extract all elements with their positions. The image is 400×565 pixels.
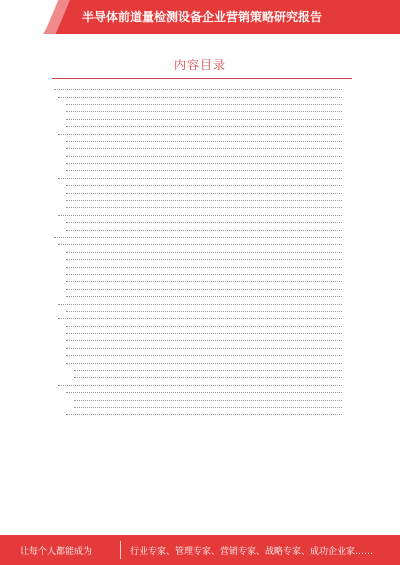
toc-dot-leader <box>66 163 342 164</box>
toc-dot-leader <box>54 237 342 238</box>
report-header <box>0 0 400 34</box>
toc-dot-leader <box>66 289 342 290</box>
toc-heading: 内容目录 <box>173 58 226 72</box>
toc-entry[interactable] <box>52 276 352 283</box>
toc-dot-leader <box>66 156 342 157</box>
toc-dot-leader <box>66 104 342 105</box>
toc-entry[interactable] <box>52 269 352 276</box>
toc-entry[interactable] <box>52 335 352 342</box>
toc-entry[interactable] <box>52 239 352 246</box>
toc-entry[interactable] <box>52 128 352 135</box>
toc-dot-leader <box>66 267 342 268</box>
toc-dot-leader <box>74 400 342 401</box>
page-footer <box>0 535 400 565</box>
toc-dot-leader <box>66 222 342 223</box>
toc-entry[interactable] <box>52 365 352 372</box>
toc-dot-leader <box>66 148 342 149</box>
toc-entry[interactable] <box>52 136 352 143</box>
toc-dot-leader <box>66 348 342 349</box>
toc-entry[interactable] <box>52 254 352 261</box>
toc-entry[interactable] <box>52 202 352 209</box>
toc-dot-leader <box>58 215 342 216</box>
toc-entry[interactable] <box>52 298 352 305</box>
toc-entry[interactable] <box>52 306 352 313</box>
toc-dot-leader <box>66 185 342 186</box>
report-title: 半导体前道量检测设备企业营销策略研究报告 <box>82 10 323 24</box>
toc-dot-leader <box>66 296 342 297</box>
toc-entry[interactable] <box>52 321 352 328</box>
toc-entry[interactable] <box>52 372 352 379</box>
toc-dot-leader <box>58 97 342 98</box>
toc-entry[interactable] <box>52 91 352 98</box>
toc-dot-leader <box>66 392 342 393</box>
toc-entry[interactable] <box>52 180 352 187</box>
toc-dot-leader <box>66 311 342 312</box>
toc-entry[interactable] <box>52 106 352 113</box>
toc-dot-leader <box>66 340 342 341</box>
toc-entry[interactable] <box>52 284 352 291</box>
table-of-contents <box>52 84 352 516</box>
toc-dot-leader <box>66 126 342 127</box>
toc-entry[interactable] <box>52 143 352 150</box>
toc-entry[interactable] <box>52 99 352 106</box>
footer-separator <box>120 541 121 559</box>
toc-entry[interactable] <box>52 114 352 121</box>
toc-dot-leader <box>66 141 342 142</box>
toc-dot-leader <box>74 370 342 371</box>
footer-slogan: 让每个人都能成为 <box>20 547 93 557</box>
toc-entry[interactable] <box>52 261 352 268</box>
toc-dot-leader <box>66 355 342 356</box>
toc-entry[interactable] <box>52 217 352 224</box>
footer-tagline: 行业专家、管理专家、营销专家、战略专家、成功企业家…… <box>130 547 374 557</box>
toc-dot-leader <box>66 414 342 415</box>
toc-entry[interactable] <box>52 247 352 254</box>
toc-dot-leader <box>58 134 342 135</box>
toc-entry[interactable] <box>52 343 352 350</box>
toc-entry[interactable] <box>52 224 352 231</box>
toc-dot-leader <box>66 363 342 364</box>
toc-dot-leader <box>66 274 342 275</box>
toc-entry[interactable] <box>52 158 352 165</box>
toc-dot-leader <box>66 193 342 194</box>
toc-entry[interactable] <box>52 165 352 172</box>
toc-dot-leader <box>66 259 342 260</box>
toc-dot-leader <box>66 252 342 253</box>
toc-entry[interactable] <box>52 195 352 202</box>
toc-dot-leader <box>66 326 342 327</box>
toc-dot-leader <box>58 318 342 319</box>
toc-dot-leader <box>66 200 342 201</box>
toc-dot-leader <box>74 377 342 378</box>
toc-entry[interactable] <box>52 357 352 364</box>
toc-dot-leader <box>66 119 342 120</box>
toc-dot-leader <box>58 304 342 305</box>
toc-entry[interactable] <box>52 313 352 320</box>
toc-entry[interactable] <box>52 187 352 194</box>
toc-dot-leader <box>66 170 342 171</box>
toc-divider <box>52 78 352 79</box>
toc-entry[interactable] <box>52 291 352 298</box>
toc-dot-leader <box>58 244 342 245</box>
toc-dot-leader <box>66 333 342 334</box>
toc-entry[interactable] <box>52 350 352 357</box>
toc-entry[interactable] <box>52 173 352 180</box>
toc-entry[interactable] <box>52 387 352 394</box>
toc-entry[interactable] <box>52 151 352 158</box>
toc-entry[interactable] <box>52 394 352 401</box>
toc-entry[interactable] <box>52 380 352 387</box>
toc-dot-leader <box>74 407 342 408</box>
toc-entry[interactable] <box>52 210 352 217</box>
toc-dot-leader <box>66 281 342 282</box>
toc-dot-leader <box>66 111 342 112</box>
toc-entry[interactable] <box>52 84 352 91</box>
toc-entry[interactable] <box>52 328 352 335</box>
toc-dot-leader <box>58 385 342 386</box>
toc-entry[interactable] <box>52 409 352 416</box>
toc-entry[interactable] <box>52 232 352 239</box>
toc-entry[interactable] <box>52 402 352 409</box>
toc-dot-leader <box>66 230 342 231</box>
toc-dot-leader <box>54 89 342 90</box>
toc-entry[interactable] <box>52 121 352 128</box>
toc-dot-leader <box>58 178 342 179</box>
toc-dot-leader <box>66 207 342 208</box>
